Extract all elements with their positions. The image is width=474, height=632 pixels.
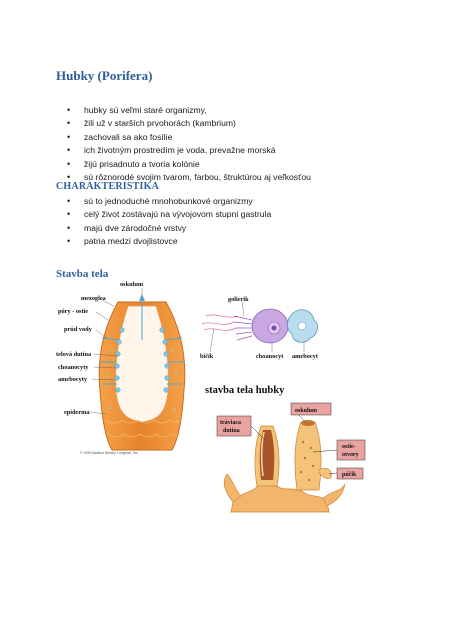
label-oskulum: oskulum xyxy=(120,281,144,288)
subheading: Stavba tela xyxy=(56,268,109,280)
label-pory: póry - ostie xyxy=(58,308,89,315)
label-golierik: golierik xyxy=(228,296,249,303)
label-choanocyty: choanocyty xyxy=(58,364,89,371)
label-otvory: otvory xyxy=(342,452,359,458)
list-item: • patria medzi dvojlistovce xyxy=(56,235,271,248)
figure-title: stavba tela hubky xyxy=(205,385,285,396)
label-traviaca: tráviaca xyxy=(220,420,241,426)
list-item: • žijú prisadnuto a tvoria kolónie xyxy=(56,158,311,171)
list-item: • majú dve zárodočné vrstvy xyxy=(56,222,271,235)
list-item: • sú to jednoduché mnohobunkové organizmy xyxy=(56,195,271,208)
label-mezoglea: mezoglea xyxy=(81,295,106,302)
label-telova-dutina: telová dutina xyxy=(56,351,92,358)
list-item: • ich životným prostredím je voda, prevažne morská xyxy=(56,144,311,157)
label-amebocyty: amebocyty xyxy=(58,376,88,383)
sponge-section-figure xyxy=(56,280,206,458)
label-prud-vody: prúd vody xyxy=(64,326,92,333)
label-pucik: púčik xyxy=(342,472,357,478)
list-item: • hubky sú veľmi staré organizmy, xyxy=(56,104,311,117)
label-dutina: dutina xyxy=(223,428,240,434)
body-structure-figure xyxy=(203,382,368,517)
label-amebocyt: amebocyt xyxy=(292,353,318,360)
label-bicik: bičík xyxy=(200,353,214,360)
list-item: • žili už v starších prvohorách (kambrium) xyxy=(56,117,311,130)
characteristics-list xyxy=(56,195,271,249)
page-title: Hubky (Porifera) xyxy=(56,68,153,83)
list-item: • zachovali sa ako fosílie xyxy=(56,131,311,144)
label-choanocyt: choanocyt xyxy=(256,353,284,360)
label-ostie: ostie- xyxy=(342,444,356,450)
intro-list xyxy=(56,104,311,184)
cell-figure xyxy=(200,294,330,366)
copyright-text: © 1999 Addison Wesley Longman, Inc. xyxy=(80,451,139,455)
label-epiderma: epiderma xyxy=(64,409,90,416)
section-heading: CHARAKTERISTIKA xyxy=(56,181,160,192)
list-item: • celý život zostávajú na vývojovom stupni gastrula xyxy=(56,208,271,221)
list-item: • sú rôznorodé svojim tvarom, farbou, štruktúrou aj veľkosťou xyxy=(56,171,311,184)
label-oskulum-box: oskulum xyxy=(295,408,318,414)
